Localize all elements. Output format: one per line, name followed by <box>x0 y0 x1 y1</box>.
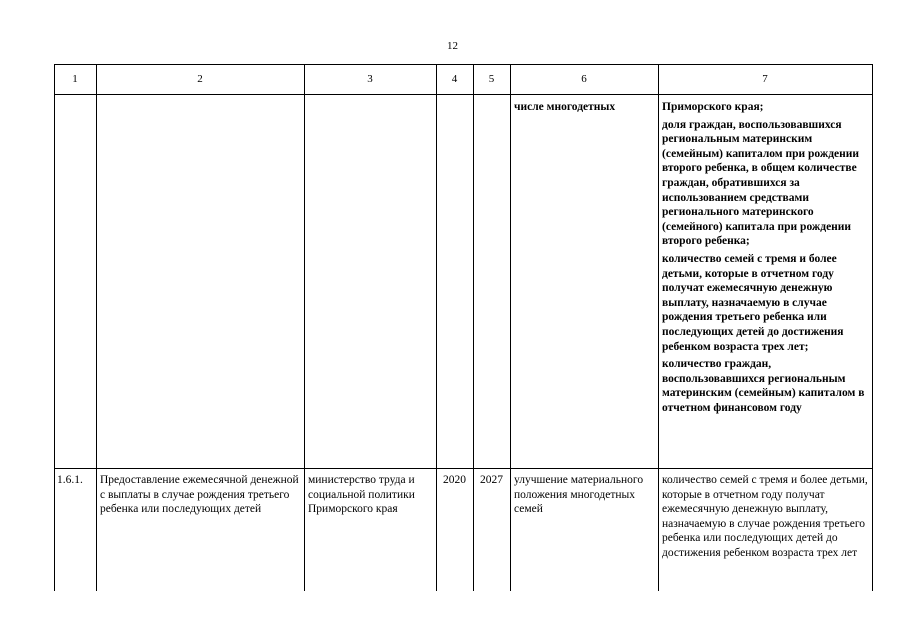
indicator-paragraph: Приморского края; <box>662 101 764 113</box>
target-indicator: количество семей с тремя и более детьми, которые в отчетном году получат ежемесячную денежную выплату, назначаемую в случае рождения третьего ребенка или последующих детей до достижения ребенком возраста трех лет <box>662 474 868 559</box>
continued-indicators <box>662 100 871 418</box>
header-col-5: 5 <box>488 73 495 85</box>
start-year: 2020 <box>443 474 466 486</box>
header-col-4: 4 <box>451 73 458 85</box>
row-number: 1.6.1. <box>57 474 83 486</box>
header-col-1: 1 <box>72 73 78 85</box>
continued-result-text: числе многодетных <box>514 101 616 113</box>
column-divider <box>473 64 474 591</box>
column-divider <box>658 64 659 591</box>
header-divider <box>54 94 873 95</box>
header-col-3: 3 <box>367 73 373 85</box>
indicator-paragraph: доля граждан, воспользовавшихся региональным материнским (семейным) капиталом при рождении второго ребенка, в общем количестве граждан, обратившихся за использованием средствами регионального материнского (семейного) капитала при рождении второго ребенка; <box>662 118 860 248</box>
end-year: 2027 <box>480 474 503 486</box>
column-divider <box>96 64 97 591</box>
indicator-paragraph: количество граждан, воспользовавшихся региональным материнским (семейным) капиталом в отчетном финансовом году <box>662 358 865 414</box>
executor: министерство труда и социальной политики Приморского края <box>308 474 415 516</box>
column-divider <box>436 64 437 591</box>
column-divider <box>304 64 305 591</box>
expected-result: улучшение материального положения многодетных семей <box>514 474 644 516</box>
table-border-right <box>872 64 873 591</box>
header-col-6: 6 <box>581 73 587 85</box>
measure-name: Предоставление ежемесячной денежной с выплаты в случае рождения третьего ребенка или последующих детей <box>100 474 299 516</box>
header-col-7: 7 <box>762 73 768 85</box>
table-border-left <box>54 64 55 591</box>
header-col-2: 2 <box>197 73 203 85</box>
page-number: 12 <box>447 40 458 52</box>
column-divider <box>510 64 511 591</box>
row-divider <box>54 468 873 469</box>
indicator-paragraph: количество семей с тремя и более детьми, которые в отчетном году получат ежемесячную денежную выплату, назначаемую в случае рождения третьего ребенка или последующих детей до достижения ребенком возраста трех лет; <box>662 252 844 353</box>
